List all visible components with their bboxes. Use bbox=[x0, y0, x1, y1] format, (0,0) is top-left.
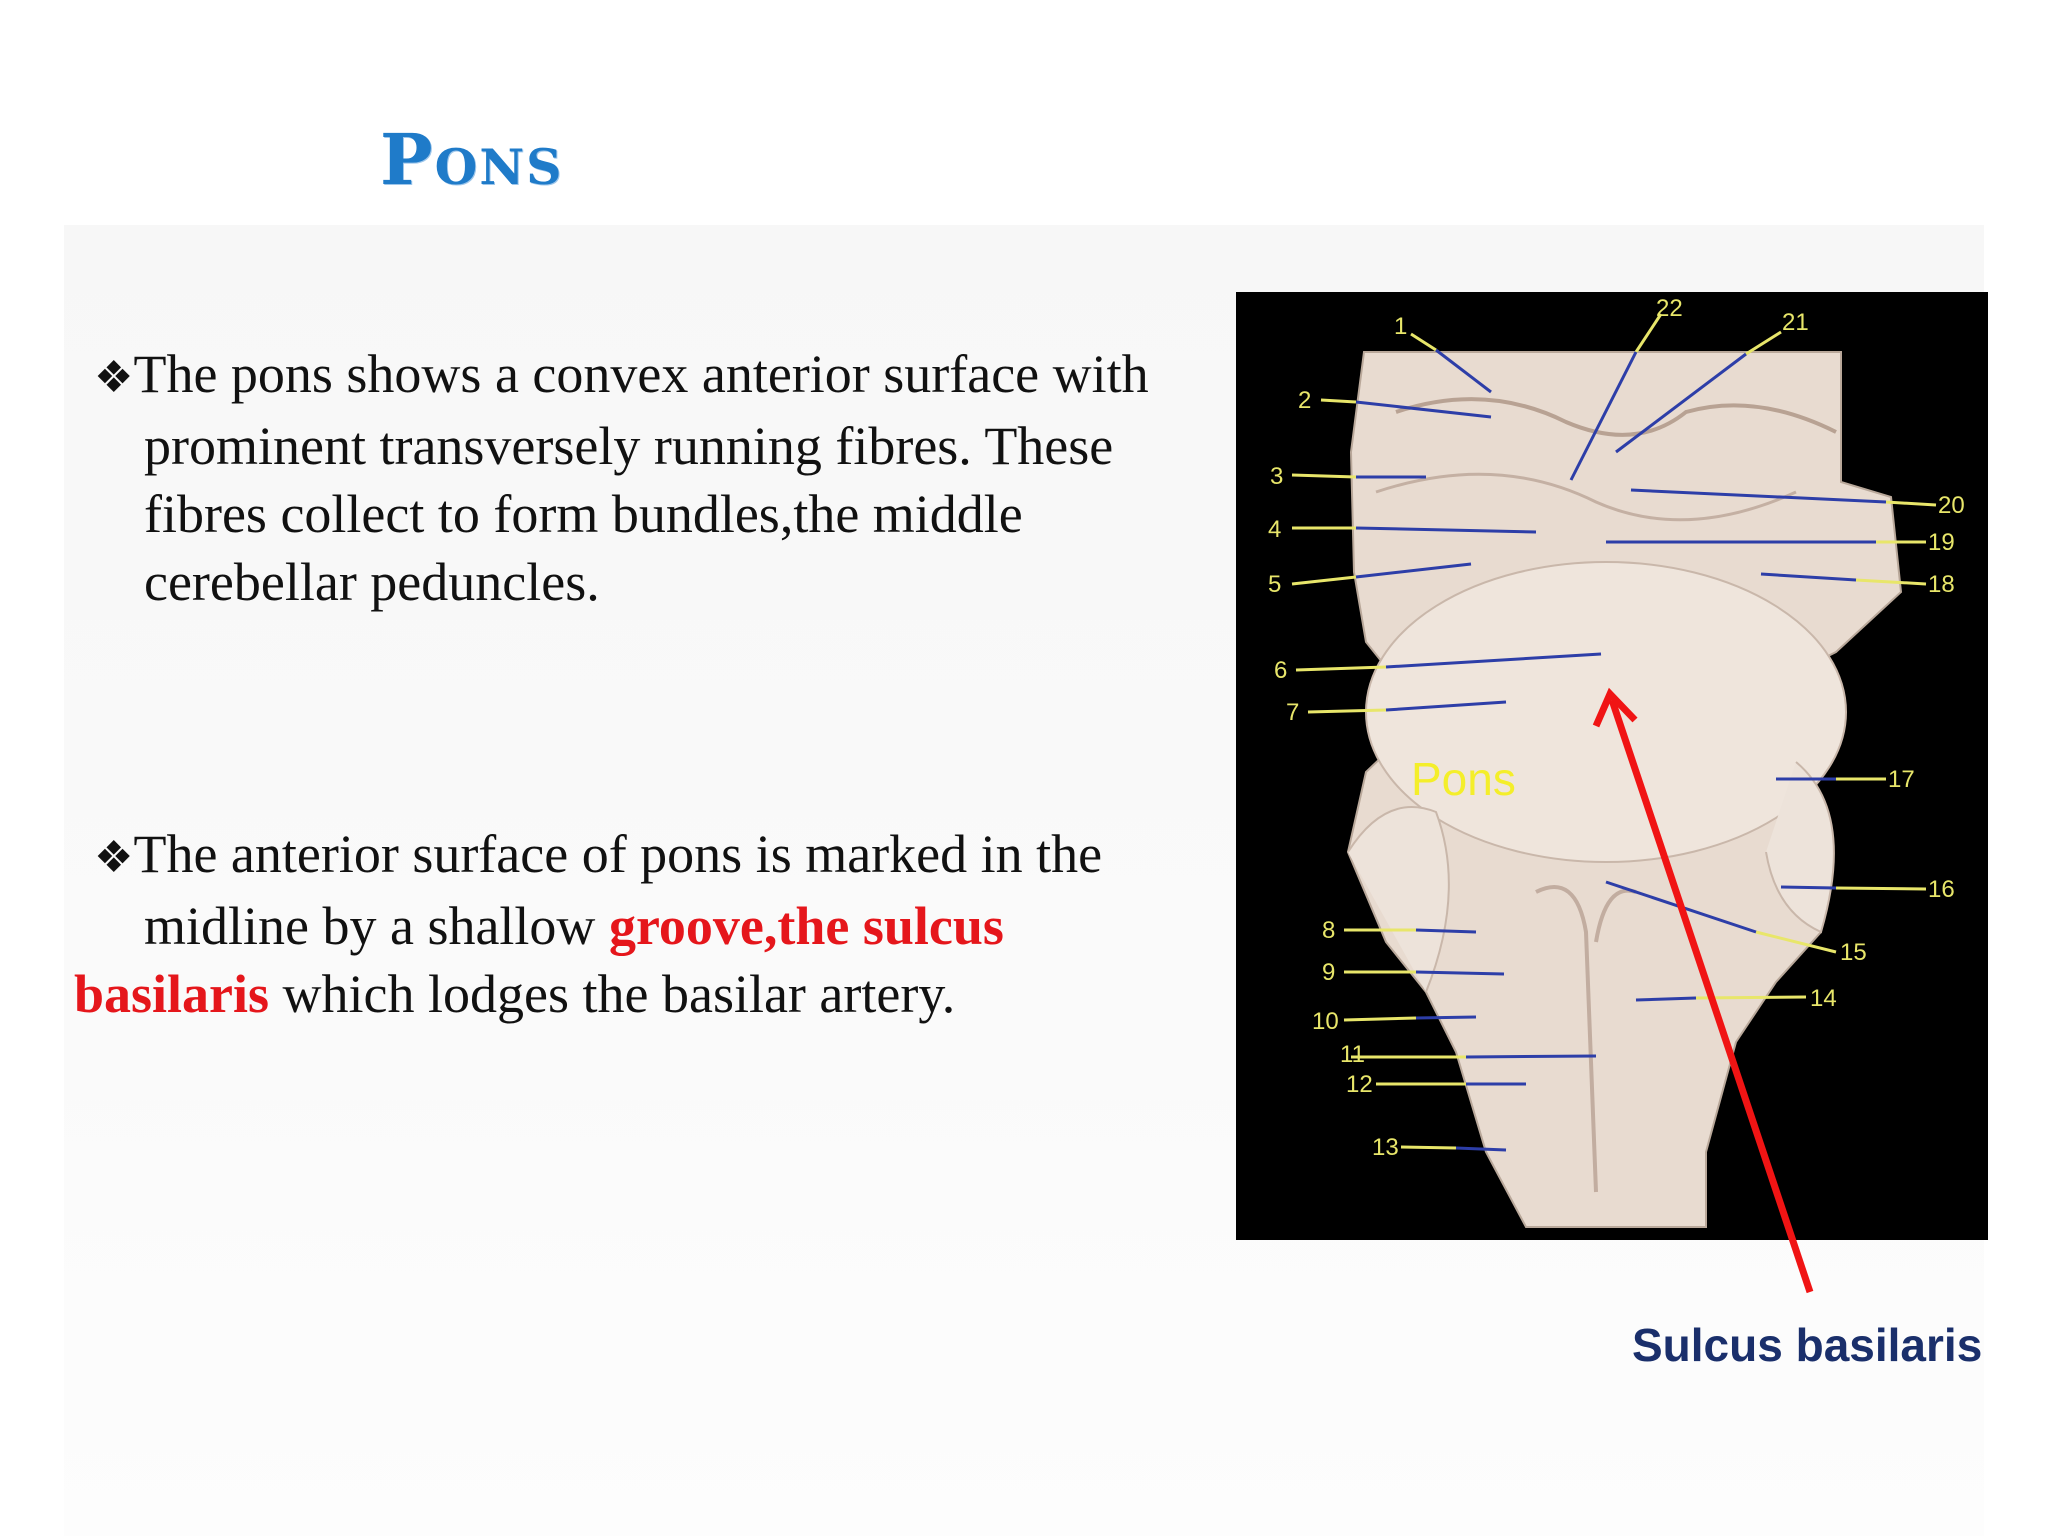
figure-number-7: 7 bbox=[1286, 699, 1300, 726]
slide-title: Pons bbox=[380, 118, 564, 201]
figure-number-14: 14 bbox=[1810, 985, 1837, 1012]
bullet-2-highlight-groove: groove,the sulcus bbox=[608, 896, 1004, 956]
figure-number-1: 1 bbox=[1394, 313, 1408, 340]
bullet-diamond-icon: ❖ bbox=[94, 353, 134, 402]
bullet-1-text: The pons shows a convex anterior surface with prominent transversely running fibres. These fibres collect to form bundles,the middle cerebellar peduncles. bbox=[133, 344, 1149, 612]
figure-number-16: 16 bbox=[1928, 876, 1955, 903]
red-arrow-shaft bbox=[1612, 700, 1810, 1292]
sulcus-basilaris-label: Sulcus basilaris bbox=[1632, 1319, 1983, 1371]
pons-overlay-label: Pons bbox=[1411, 753, 1516, 805]
figure-number-21: 21 bbox=[1782, 309, 1809, 336]
figure-number-19: 19 bbox=[1928, 529, 1955, 556]
figure-number-5: 5 bbox=[1268, 571, 1282, 598]
figure-number-18: 18 bbox=[1928, 571, 1955, 598]
figure-number-8: 8 bbox=[1322, 917, 1336, 944]
bullet-2-highlight-basilaris: basilaris bbox=[74, 964, 270, 1024]
bullet-2-text-after: which lodges the basilar artery. bbox=[269, 964, 956, 1024]
figure-number-4: 4 bbox=[1268, 516, 1282, 543]
figure-number-2: 2 bbox=[1298, 387, 1312, 414]
figure-number-6: 6 bbox=[1274, 657, 1288, 684]
figure-number-20: 20 bbox=[1938, 492, 1965, 519]
figure-number-13: 13 bbox=[1372, 1134, 1399, 1161]
bullet-diamond-icon: ❖ bbox=[94, 833, 134, 882]
figure-number-3: 3 bbox=[1270, 463, 1284, 490]
figure-number-11: 11 bbox=[1340, 1041, 1365, 1068]
bullet-2-text-before: The anterior surface of pons is marked in the midline by a shallow bbox=[133, 824, 1103, 956]
figure-number-10: 10 bbox=[1312, 1008, 1339, 1035]
figure-number-9: 9 bbox=[1322, 959, 1336, 986]
figure-number-22: 22 bbox=[1656, 295, 1683, 322]
figure-number-15: 15 bbox=[1840, 939, 1867, 966]
figure-number-12: 12 bbox=[1346, 1071, 1373, 1098]
figure-number-17: 17 bbox=[1888, 766, 1915, 793]
